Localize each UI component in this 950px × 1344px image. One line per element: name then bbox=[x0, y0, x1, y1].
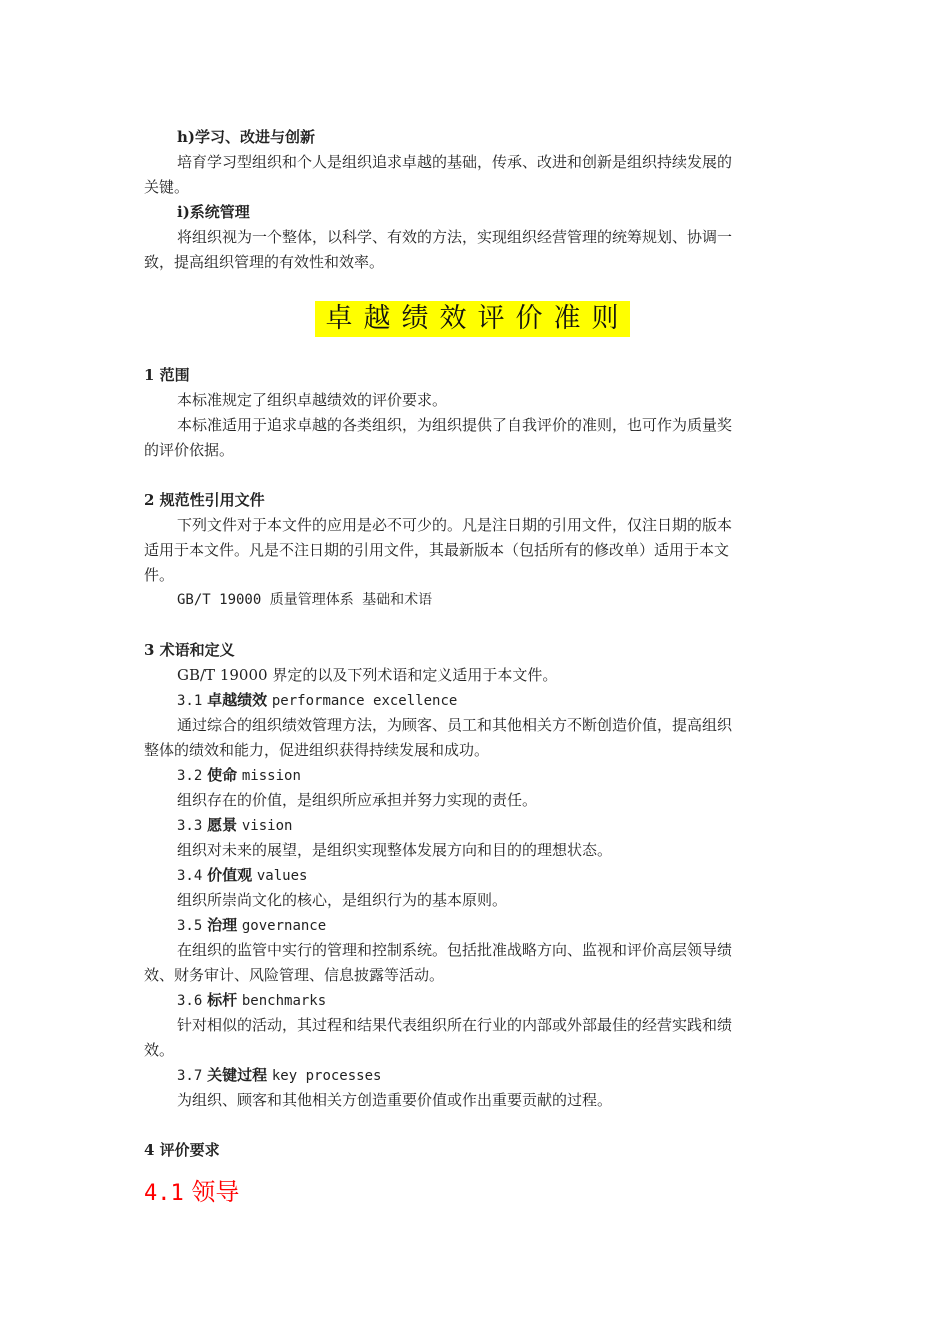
main-title-block bbox=[144, 275, 800, 363]
term-definition: 在组织的监管中实行的管理和控制系统。包括批准战略方向、监视和评价高层领导绩 bbox=[177, 941, 733, 959]
main-title: 卓越绩效评价准则 bbox=[315, 301, 630, 337]
term-en: performance excellence bbox=[271, 693, 458, 709]
term-en: vision bbox=[241, 818, 293, 834]
term-definition: 效、财务审计、风险管理、信息披露等活动。 bbox=[144, 966, 445, 984]
term-number: 3.2 bbox=[177, 768, 203, 784]
term-definition: 组织存在的价值，是组织所应承担并努力实现的责任。 bbox=[177, 791, 538, 809]
paragraph-line: 适用于本文件。凡是不注日期的引用文件，其最新版本（包括所有的修改单）适用于本文 bbox=[144, 541, 730, 559]
term-heading bbox=[144, 688, 800, 713]
section-h-title: h)学习、改进与创新 bbox=[177, 128, 316, 146]
paragraph-line: 将组织视为一个整体，以科学、有效的方法，实现组织经营管理的统筹规划、协调一 bbox=[177, 228, 733, 246]
term-heading bbox=[144, 988, 800, 1013]
paragraph-line: 关键。 bbox=[144, 178, 190, 196]
section-1-heading: 1 范围 bbox=[144, 366, 190, 384]
term-cn: 治理 bbox=[207, 916, 238, 934]
paragraph-line: 的评价依据。 bbox=[144, 441, 235, 459]
term-cn: 愿景 bbox=[207, 816, 238, 834]
term-cn: 价值观 bbox=[207, 866, 253, 884]
section-4-heading: 4 评价要求 bbox=[144, 1141, 220, 1159]
term-cn: 卓越绩效 bbox=[207, 691, 268, 709]
paragraph-line: 培育学习型组织和个人是组织追求卓越的基础，传承、改进和创新是组织持续发展的 bbox=[177, 153, 733, 171]
reference-line: GB/T 19000 质量管理体系 基础和术语 bbox=[177, 592, 433, 608]
term-en: governance bbox=[241, 918, 327, 934]
paragraph-line: 本标准规定了组织卓越绩效的评价要求。 bbox=[177, 391, 448, 409]
term-definition: 组织所崇尚文化的核心，是组织行为的基本原则。 bbox=[177, 891, 508, 909]
section-i-title: i)系统管理 bbox=[177, 203, 250, 221]
term-definition: 为组织、顾客和其他相关方创造重要价值或作出重要贡献的过程。 bbox=[177, 1091, 613, 1109]
term-definition: 整体的绩效和能力，促进组织获得持续发展和成功。 bbox=[144, 741, 490, 759]
term-number: 3.3 bbox=[177, 818, 203, 834]
term-heading bbox=[144, 863, 800, 888]
term-definition: 针对相似的活动，其过程和结果代表组织所在行业的内部或外部最佳的经营实践和绩 bbox=[177, 1016, 733, 1034]
term-number: 3.4 bbox=[177, 868, 203, 884]
paragraph-line: 件。 bbox=[144, 566, 175, 584]
paragraph-line: 致，提高组织管理的有效性和效率。 bbox=[144, 253, 385, 271]
term-cn: 使命 bbox=[207, 766, 238, 784]
document-page bbox=[144, 125, 800, 1209]
spacer bbox=[144, 463, 800, 488]
term-en: values bbox=[256, 868, 308, 884]
paragraph-line: 本标准适用于追求卓越的各类组织，为组织提供了自我评价的准则，也可作为质量奖 bbox=[177, 416, 733, 434]
term-definition: 效。 bbox=[144, 1041, 175, 1059]
term-cn: 关键过程 bbox=[207, 1066, 268, 1084]
term-heading bbox=[144, 913, 800, 938]
paragraph-line: GB/T 19000 界定的以及下列术语和定义适用于本文件。 bbox=[177, 666, 558, 684]
spacer bbox=[144, 613, 800, 638]
term-en: key processes bbox=[271, 1068, 382, 1084]
term-heading bbox=[144, 813, 800, 838]
subsection-4-1-heading bbox=[144, 1175, 800, 1209]
term-number: 3.5 bbox=[177, 918, 203, 934]
term-en: mission bbox=[241, 768, 301, 784]
paragraph-line: 下列文件对于本文件的应用是必不可少的。凡是注日期的引用文件，仅注日期的版本 bbox=[177, 516, 733, 534]
section-3-heading: 3 术语和定义 bbox=[144, 641, 235, 659]
spacer bbox=[144, 1113, 800, 1138]
term-heading bbox=[144, 763, 800, 788]
subsection-title: 领导 bbox=[191, 1178, 240, 1206]
term-number: 3.7 bbox=[177, 1068, 203, 1084]
term-number: 3.6 bbox=[177, 993, 203, 1009]
term-number: 3.1 bbox=[177, 693, 203, 709]
subsection-number: 4.1 bbox=[144, 1181, 184, 1206]
section-2-heading: 2 规范性引用文件 bbox=[144, 491, 265, 509]
term-cn: 标杆 bbox=[207, 991, 238, 1009]
term-definition: 通过综合的组织绩效管理方法，为顾客、员工和其他相关方不断创造价值，提高组织 bbox=[177, 716, 733, 734]
term-definition: 组织对未来的展望，是组织实现整体发展方向和目的的理想状态。 bbox=[177, 841, 613, 859]
term-en: benchmarks bbox=[241, 993, 327, 1009]
term-heading bbox=[144, 1063, 800, 1088]
